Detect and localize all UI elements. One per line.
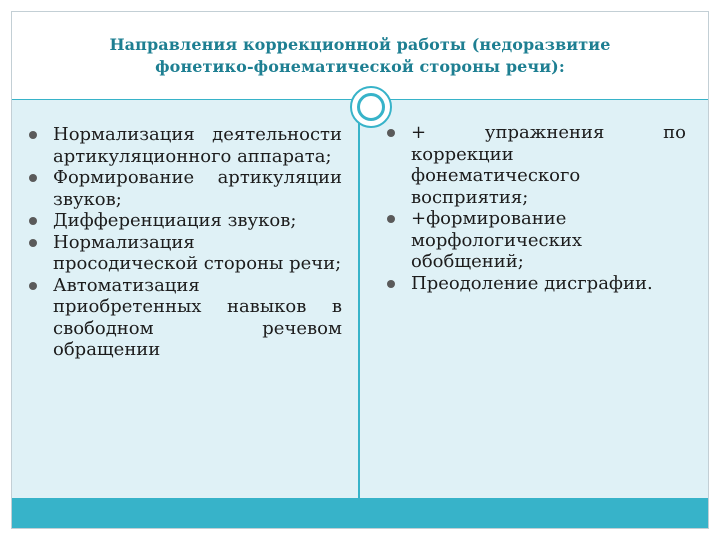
right-column	[382, 122, 686, 294]
right-list-item-text: Преодоление дисграфии.	[411, 272, 653, 294]
bullet-dot-icon	[387, 280, 395, 288]
slide-title: Направления коррекционной работы (недоразвитие фонетико-фонематической стороны речи):	[109, 34, 611, 76]
left-list-item	[24, 210, 342, 232]
left-list-item-text: Нормализация просодической стороны речи;	[53, 231, 342, 274]
bullet-dot-icon	[29, 217, 37, 225]
title-area	[12, 12, 708, 100]
left-list-item	[24, 232, 342, 275]
bottom-accent-bar	[12, 498, 708, 528]
right-list-item	[382, 122, 686, 208]
right-list-item-text: +формирование морфологических обобщений;	[411, 208, 583, 272]
bullet-dot-icon	[29, 282, 37, 290]
bullet-dot-icon	[29, 131, 37, 139]
right-bullet-list	[382, 122, 686, 294]
bullet-dot-icon	[387, 215, 395, 223]
left-column	[24, 124, 342, 361]
column-divider	[358, 100, 360, 498]
left-list-item-text: Дифференциация звуков;	[53, 210, 297, 231]
left-list-item-text: Нормализация деятельности артикуляционного аппарата;	[53, 124, 342, 167]
circle-ornament-icon	[350, 86, 392, 128]
slide-frame	[11, 11, 709, 529]
left-list-item	[24, 275, 342, 361]
right-list-item	[382, 273, 686, 295]
circle-ornament-inner-ring	[357, 93, 385, 121]
bullet-dot-icon	[29, 174, 37, 182]
left-bullet-list	[24, 124, 342, 361]
right-list-item	[382, 208, 686, 273]
left-list-item-text: Автоматизация приобретенных навыков в свободном речевом обращении	[53, 274, 342, 360]
bullet-dot-icon	[29, 239, 37, 247]
left-list-item	[24, 124, 342, 167]
bullet-dot-icon	[387, 129, 395, 137]
right-list-item-text: + упражнения по коррекции фонематического восприятия;	[411, 122, 686, 208]
left-list-item-text: Формирование артикуляции звуков;	[53, 167, 342, 210]
content-area	[12, 100, 708, 498]
left-list-item	[24, 167, 342, 210]
